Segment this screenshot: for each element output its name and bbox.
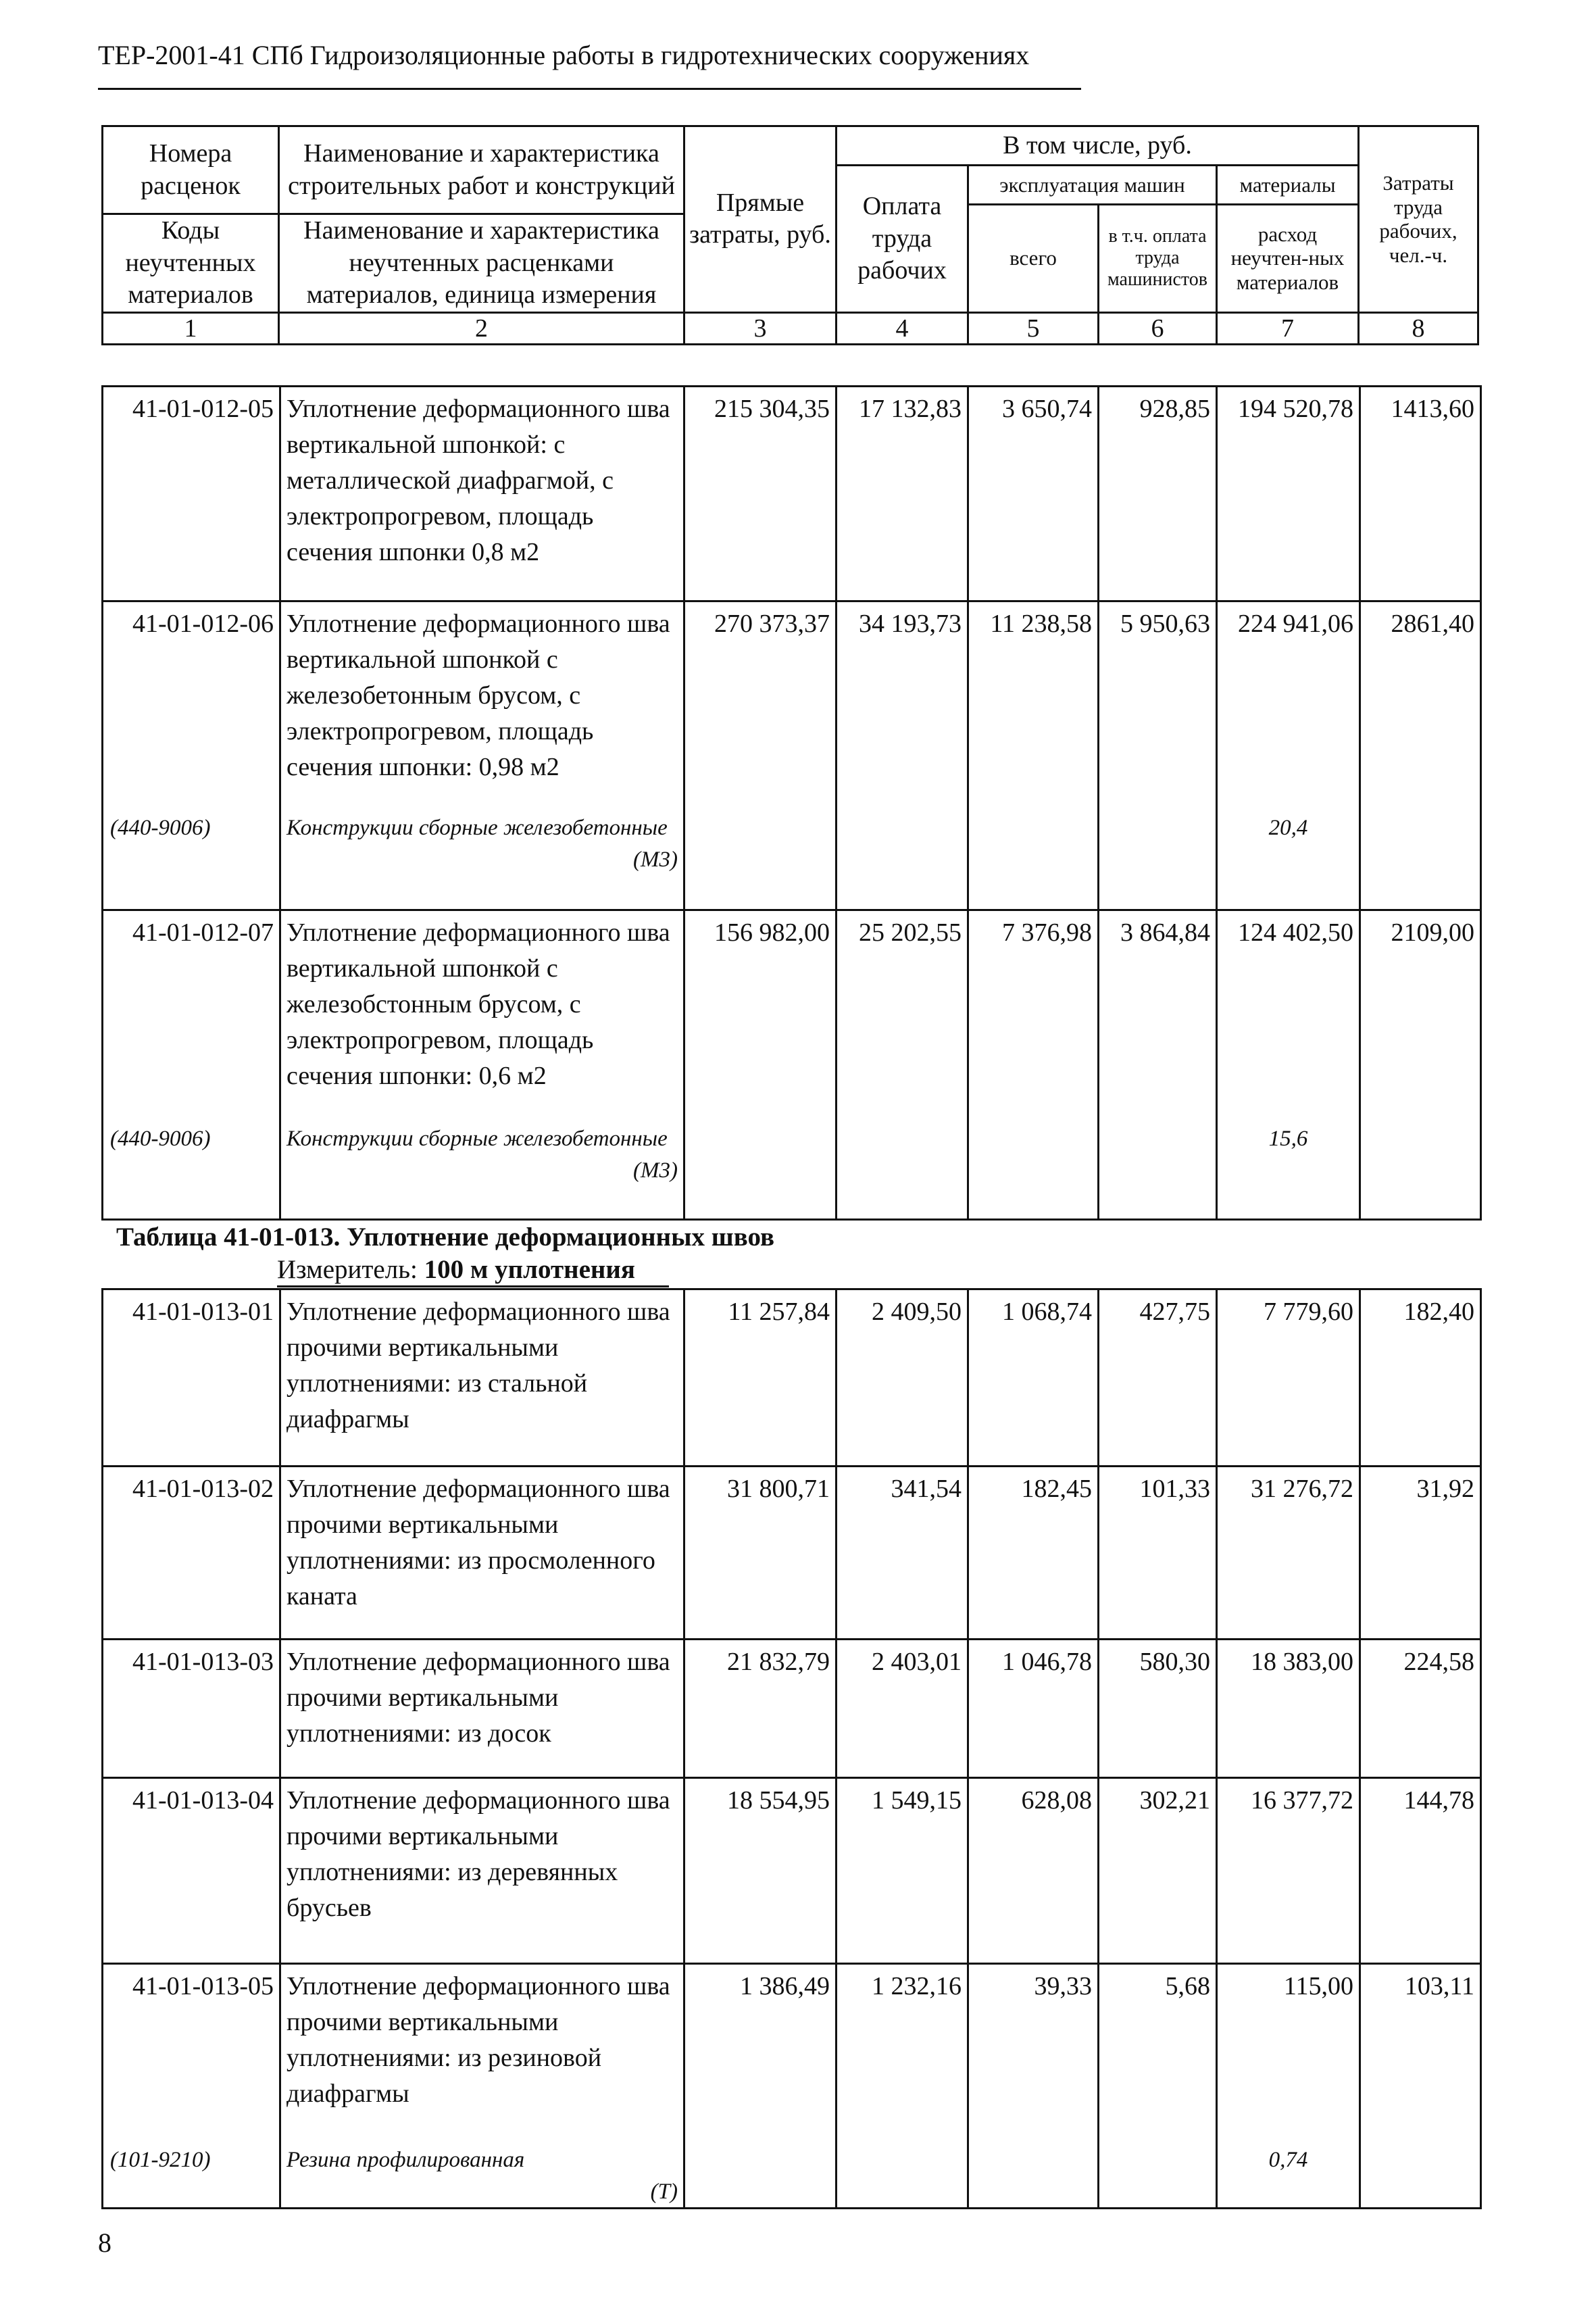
header-machines-operators: в т.ч. оплата труда машинистов	[1099, 205, 1217, 313]
labor-pay-value: 1 232,16	[837, 1964, 968, 2140]
header-material-codes: Коды неучтенных материалов	[103, 214, 279, 313]
machines-total-value: 11 238,58	[968, 601, 1099, 808]
material-name: Конструкции сборные железобетонные	[286, 815, 668, 840]
labor-hours-value: 31,92	[1360, 1467, 1481, 1640]
direct-costs-value: 21 832,79	[684, 1640, 837, 1778]
labor-pay-value: 25 202,55	[837, 910, 968, 1118]
material-unit: (М3)	[633, 1158, 678, 1183]
table-row	[103, 1640, 1481, 1778]
material-name-cell	[280, 808, 684, 910]
header-direct-costs: Прямые затраты, руб.	[684, 126, 837, 313]
materials-value: 194 520,78	[1217, 387, 1360, 601]
operators-pay-value: 5,68	[1099, 1964, 1217, 2140]
work-description: Уплотнение деформационного шва прочими вертикальными уплотнениями: из стальной диафрагмы	[280, 1289, 684, 1467]
machines-total-value: 182,45	[968, 1467, 1099, 1640]
machines-total-value: 628,08	[968, 1778, 1099, 1964]
direct-costs-value: 31 800,71	[684, 1467, 837, 1640]
table-row	[103, 1289, 1481, 1467]
direct-costs-value: 215 304,35	[684, 387, 837, 601]
material-row	[103, 808, 1481, 910]
materials-value: 115,00	[1217, 1964, 1360, 2140]
work-description: Уплотнение деформационного шва вертикальной шпонкой с железобетонным брусом, с электропрогревом, площадь сечения шпонки: 0,98 м2	[280, 601, 684, 808]
table-header	[101, 125, 1479, 345]
operators-pay-value: 3 864,84	[1099, 910, 1217, 1118]
materials-value: 124 402,50	[1217, 910, 1360, 1118]
materials-value: 18 383,00	[1217, 1640, 1360, 1778]
labor-hours-value: 2861,40	[1360, 601, 1481, 808]
rate-code: 41-01-012-05	[103, 387, 280, 601]
rate-code: 41-01-013-04	[103, 1778, 280, 1964]
header-material-description: Наименование и характеристика неучтенных расценками материалов, единица измерения	[279, 214, 684, 313]
header-work-description: Наименование и характеристика строительных работ и конструкций	[279, 126, 684, 214]
header-col-number: 7	[1217, 312, 1359, 344]
header-col-number: 4	[837, 312, 968, 344]
header-col-number: 5	[968, 312, 1099, 344]
rows-block-41-01-012	[101, 385, 1480, 1221]
table-heading: Таблица 41-01-013. Уплотнение деформационных швов	[116, 1223, 775, 1252]
header-materials: материалы	[1217, 166, 1359, 205]
machines-total-value: 1 046,78	[968, 1640, 1099, 1778]
meter-value: 100 м уплотнения	[424, 1255, 635, 1284]
material-name-cell	[280, 2140, 684, 2209]
rate-code: 41-01-013-03	[103, 1640, 280, 1778]
table-row	[103, 601, 1481, 808]
rate-code: 41-01-012-07	[103, 910, 280, 1118]
material-unit: (Т)	[650, 2179, 678, 2204]
work-description: Уплотнение деформационного шва прочими вертикальными уплотнениями: из просмоленного каната	[280, 1467, 684, 1640]
header-machines: эксплуатация машин	[968, 166, 1217, 205]
material-code: (440-9006)	[103, 808, 280, 910]
work-description: Уплотнение деформационного шва прочими вертикальными уплотнениями: из деревянных брусьев	[280, 1778, 684, 1964]
rate-code: 41-01-013-02	[103, 1467, 280, 1640]
labor-pay-value: 17 132,83	[837, 387, 968, 601]
meter-rule	[277, 1285, 669, 1287]
material-row	[103, 2140, 1481, 2209]
labor-hours-value: 103,11	[1360, 1964, 1481, 2140]
work-description: Уплотнение деформационного шва вертикальной шпонкой: с металлической диафрагмой, с электропрогревом, площадь сечения шпонки 0,8 м2	[280, 387, 684, 601]
rate-code: 41-01-012-06	[103, 601, 280, 808]
labor-pay-value: 2 409,50	[837, 1289, 968, 1467]
material-code: (101-9210)	[103, 2140, 280, 2209]
header-labor-costs: Затраты труда рабочих, чел.-ч.	[1359, 126, 1478, 313]
table-row	[103, 1964, 1481, 2140]
labor-hours-value: 1413,60	[1360, 387, 1481, 601]
header-col-number: 2	[279, 312, 684, 344]
material-code: (440-9006)	[103, 1118, 280, 1220]
material-unit: (М3)	[633, 847, 678, 872]
table-row	[103, 387, 1481, 601]
material-name: Резина профилированная	[286, 2147, 525, 2172]
material-quantity: 20,4	[1217, 808, 1360, 910]
operators-pay-value: 101,33	[1099, 1467, 1217, 1640]
table-row	[103, 1467, 1481, 1640]
operators-pay-value: 5 950,63	[1099, 601, 1217, 808]
header-col-number: 3	[684, 312, 837, 344]
header-labor-pay: Оплата труда рабочих	[837, 166, 968, 313]
machines-total-value: 39,33	[968, 1964, 1099, 2140]
meter-line	[277, 1254, 635, 1285]
work-description: Уплотнение деформационного шва прочими вертикальными уплотнениями: из досок	[280, 1640, 684, 1778]
header-machines-total: всего	[968, 205, 1099, 313]
materials-value: 224 941,06	[1217, 601, 1360, 808]
direct-costs-value: 270 373,37	[684, 601, 837, 808]
operators-pay-value: 580,30	[1099, 1640, 1217, 1778]
title-rule	[98, 88, 1081, 90]
machines-total-value: 1 068,74	[968, 1289, 1099, 1467]
header-rate-numbers: Номера расценок	[103, 126, 279, 214]
materials-value: 16 377,72	[1217, 1778, 1360, 1964]
direct-costs-value: 11 257,84	[684, 1289, 837, 1467]
machines-total-value: 3 650,74	[968, 387, 1099, 601]
labor-pay-value: 34 193,73	[837, 601, 968, 808]
operators-pay-value: 928,85	[1099, 387, 1217, 601]
operators-pay-value: 302,21	[1099, 1778, 1217, 1964]
direct-costs-value: 156 982,00	[684, 910, 837, 1118]
materials-value: 31 276,72	[1217, 1467, 1360, 1640]
labor-hours-value: 144,78	[1360, 1778, 1481, 1964]
direct-costs-value: 1 386,49	[684, 1964, 837, 2140]
header-col-number: 8	[1359, 312, 1478, 344]
work-description: Уплотнение деформационного шва прочими вертикальными уплотнениями: из резиновой диафрагмы	[280, 1964, 684, 2140]
rate-code: 41-01-013-05	[103, 1964, 280, 2140]
header-materials-unaccounted: расход неучтен-ных материалов	[1217, 205, 1359, 313]
page-number: 8	[98, 2227, 111, 2258]
material-name: Конструкции сборные железобетонные	[286, 1126, 668, 1151]
direct-costs-value: 18 554,95	[684, 1778, 837, 1964]
header-including: В том числе, руб.	[837, 126, 1359, 166]
table-row	[103, 1778, 1481, 1964]
header-col-number: 1	[103, 312, 279, 344]
table-row	[103, 910, 1481, 1118]
machines-total-value: 7 376,98	[968, 910, 1099, 1118]
labor-hours-value: 182,40	[1360, 1289, 1481, 1467]
material-quantity: 0,74	[1217, 2140, 1360, 2209]
materials-value: 7 779,60	[1217, 1289, 1360, 1467]
header-col-number: 6	[1099, 312, 1217, 344]
material-quantity: 15,6	[1217, 1118, 1360, 1220]
material-row	[103, 1118, 1481, 1220]
material-name-cell	[280, 1118, 684, 1220]
labor-pay-value: 341,54	[837, 1467, 968, 1640]
page-title: ТЕР-2001-41 СПб Гидроизоляционные работы в гидротехнических сооружениях	[98, 40, 1030, 70]
operators-pay-value: 427,75	[1099, 1289, 1217, 1467]
work-description: Уплотнение деформационного шва вертикальной шпонкой с железобстонным брусом, с электропрогревом, площадь сечения шпонки: 0,6 м2	[280, 910, 684, 1118]
labor-hours-value: 2109,00	[1360, 910, 1481, 1118]
labor-hours-value: 224,58	[1360, 1640, 1481, 1778]
rate-code: 41-01-013-01	[103, 1289, 280, 1467]
labor-pay-value: 1 549,15	[837, 1778, 968, 1964]
meter-label: Измеритель:	[277, 1255, 418, 1284]
rows-block-41-01-013	[101, 1288, 1480, 2209]
labor-pay-value: 2 403,01	[837, 1640, 968, 1778]
